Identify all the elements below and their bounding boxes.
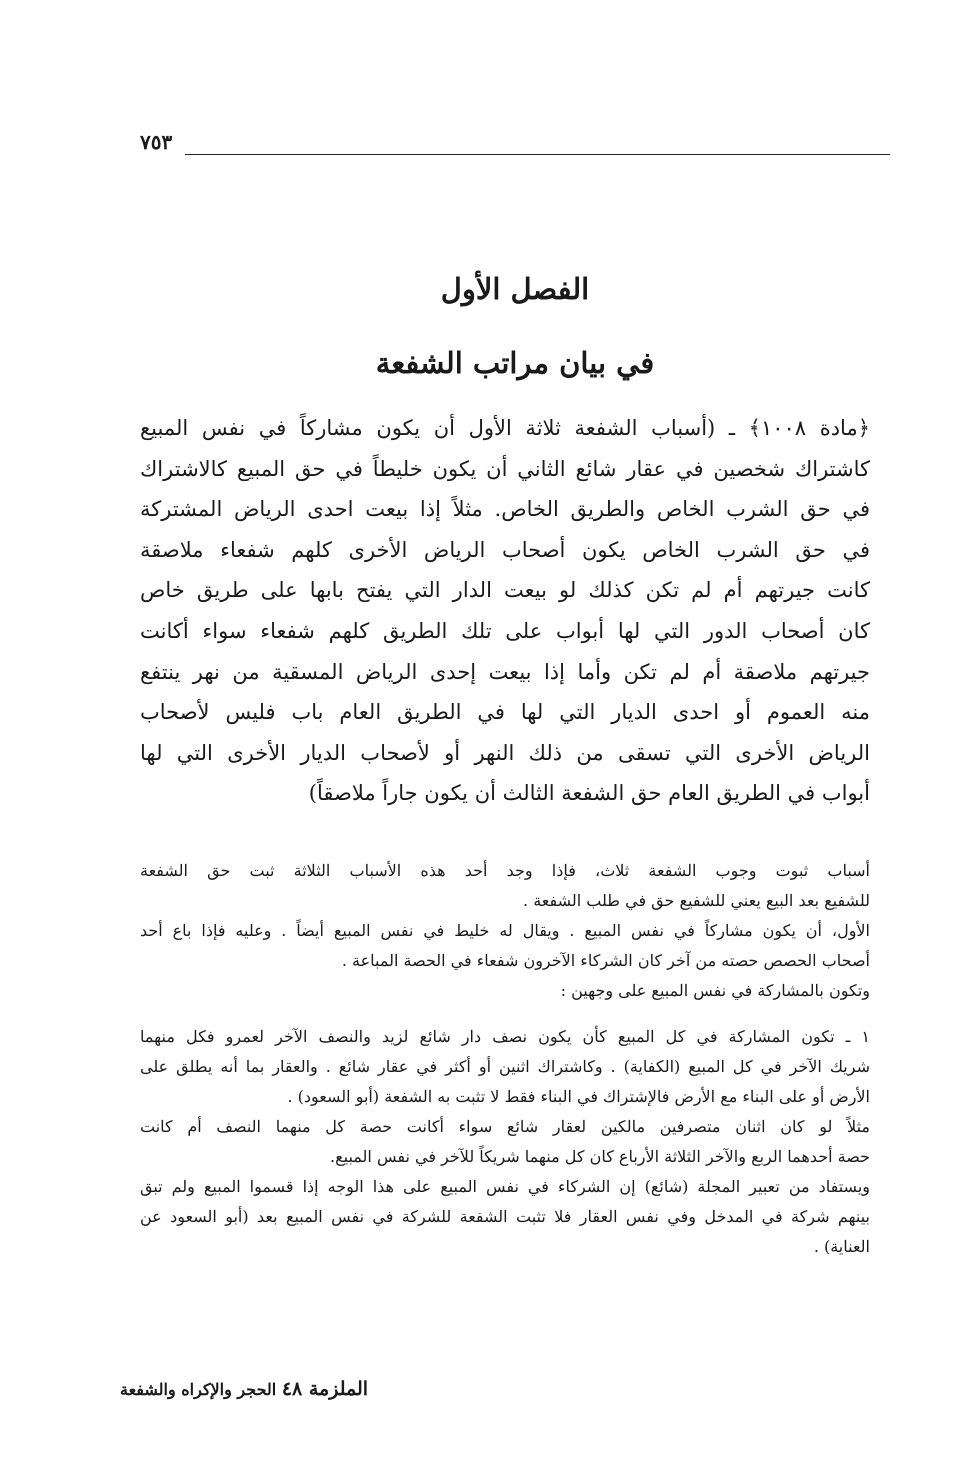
article-text — [140, 408, 870, 814]
article-line: جيرتهم ملاصقة أم لم تكن وأما إذا بيعت إحدى الرياض المسقية من نهر ينتفع — [140, 659, 870, 684]
commentary-line: بينهم شركة في المدخل وفي نفس العقار فلا تثبت الشفعة للشركة في نفس المبيع بعد (أبو السعود عن — [140, 1207, 870, 1226]
article-line: كانت جيرتهم أم لم تكن كذلك لو بيعت الدار التي يفتح بابها على طريق خاص — [140, 578, 870, 603]
commentary-line: حصة أحدهما الربع والآخر الثلاثة الأرباع كان كل منهما شريكاً للآخر في نفس المبيع. — [330, 1147, 870, 1166]
commentary-line: للشفيع بعد البيع يعني للشفيع حق في طلب الشفعة . — [523, 891, 870, 910]
commentary-line: شريك الآخر في كل المبيع (الكفاية) . وكاشتراك اثنين أو أكثر في عقار شائع . والعقار بما أنه يطلق على — [140, 1057, 870, 1076]
article-line: كان أصحاب الدور التي لها أبواب على تلك الطريق كلهم شفعاء سواء أكانت — [140, 618, 870, 643]
article-line: الرياض الأخرى التي تسقى من ذلك النهر أو لأصحاب الديار الأخرى التي لها — [140, 740, 870, 765]
article-line: منه العموم أو احدى الديار التي لها في الطريق العام باب فليس لأصحاب — [140, 700, 870, 725]
paragraph-gap — [140, 1006, 870, 1022]
commentary-line: وتكون بالمشاركة في نفس المبيع على وجهين : — [560, 981, 870, 1000]
commentary-line: الأول، أن يكون مشاركاً في نفس المبيع . ويقال له خليط في نفس المبيع أيضاً . وعليه فإذا باع أحد — [140, 921, 870, 940]
article-line: كاشتراك شخصين في عقار شائع الثاني أن يكون خليطاً في حق المبيع كالاشتراك — [140, 456, 870, 481]
section-title: في بيان مراتب الشفعة — [375, 346, 655, 380]
commentary-line: أسباب ثبوت وجوب الشفعة ثلاث، فإذا وجد أحد هذه الأسباب الثلاثة ثبت حق الشفعة — [140, 861, 870, 880]
commentary-line: ١ ـ تكون المشاركة في كل المبيع كأن يكون نصف دار شائع لزيد والنصف الآخر لعمرو فكل منهما — [140, 1027, 870, 1046]
commentary-line: أصحاب الحصص حصته من آخر كان الشركاء الآخرون شفعاء في الحصة المباعة . — [341, 951, 870, 970]
article-line: في حق الشرب الخاص يكون أصحاب الرياض الأخرى كلهم شفعاء ملاصقة — [140, 537, 870, 562]
footer-signature-label: الملزمة ٤٨ — [281, 1378, 369, 1400]
commentary-text — [140, 856, 870, 1262]
article-line: أبواب في الطريق العام حق الشفعة الثالث أن يكون جاراً ملاصقاً) — [308, 781, 870, 806]
footer-book-title: الحجر والإكراه والشفعة — [120, 1380, 277, 1399]
header-rule — [185, 154, 890, 155]
article-line: في حق الشرب الخاص والطريق الخاص. مثلاً إذا بيعت احدى الرياض المشتركة — [140, 497, 870, 522]
page-header — [140, 132, 890, 158]
commentary-line: الأرض أو على البناء مع الأرض فالإشتراك في البناء فقط لا تثبت به الشفعة (أبو السعود) . — [287, 1087, 870, 1106]
commentary-line: العناية) . — [813, 1237, 870, 1256]
commentary-line: مثلاً لو كان اثنان متصرفين مالكين لعقار شائع سواء أكانت حصة كل منهما النصف أم كانت — [140, 1117, 870, 1136]
article-line: ﴿مادة ١٠٠٨﴾ ـ (أسباب الشفعة ثلاثة الأول أن يكون مشاركاً في نفس المبيع — [140, 416, 870, 440]
page-footer — [120, 1378, 368, 1400]
page-number: ٧٥٣ — [140, 130, 173, 154]
commentary-line: ويستفاد من تعبير المجلة (شائع) إن الشركاء في نفس المبيع على هذا الوجه إذا قسموا المبيع ولم تبق — [140, 1177, 870, 1196]
chapter-title: الفصل الأول — [440, 272, 590, 306]
